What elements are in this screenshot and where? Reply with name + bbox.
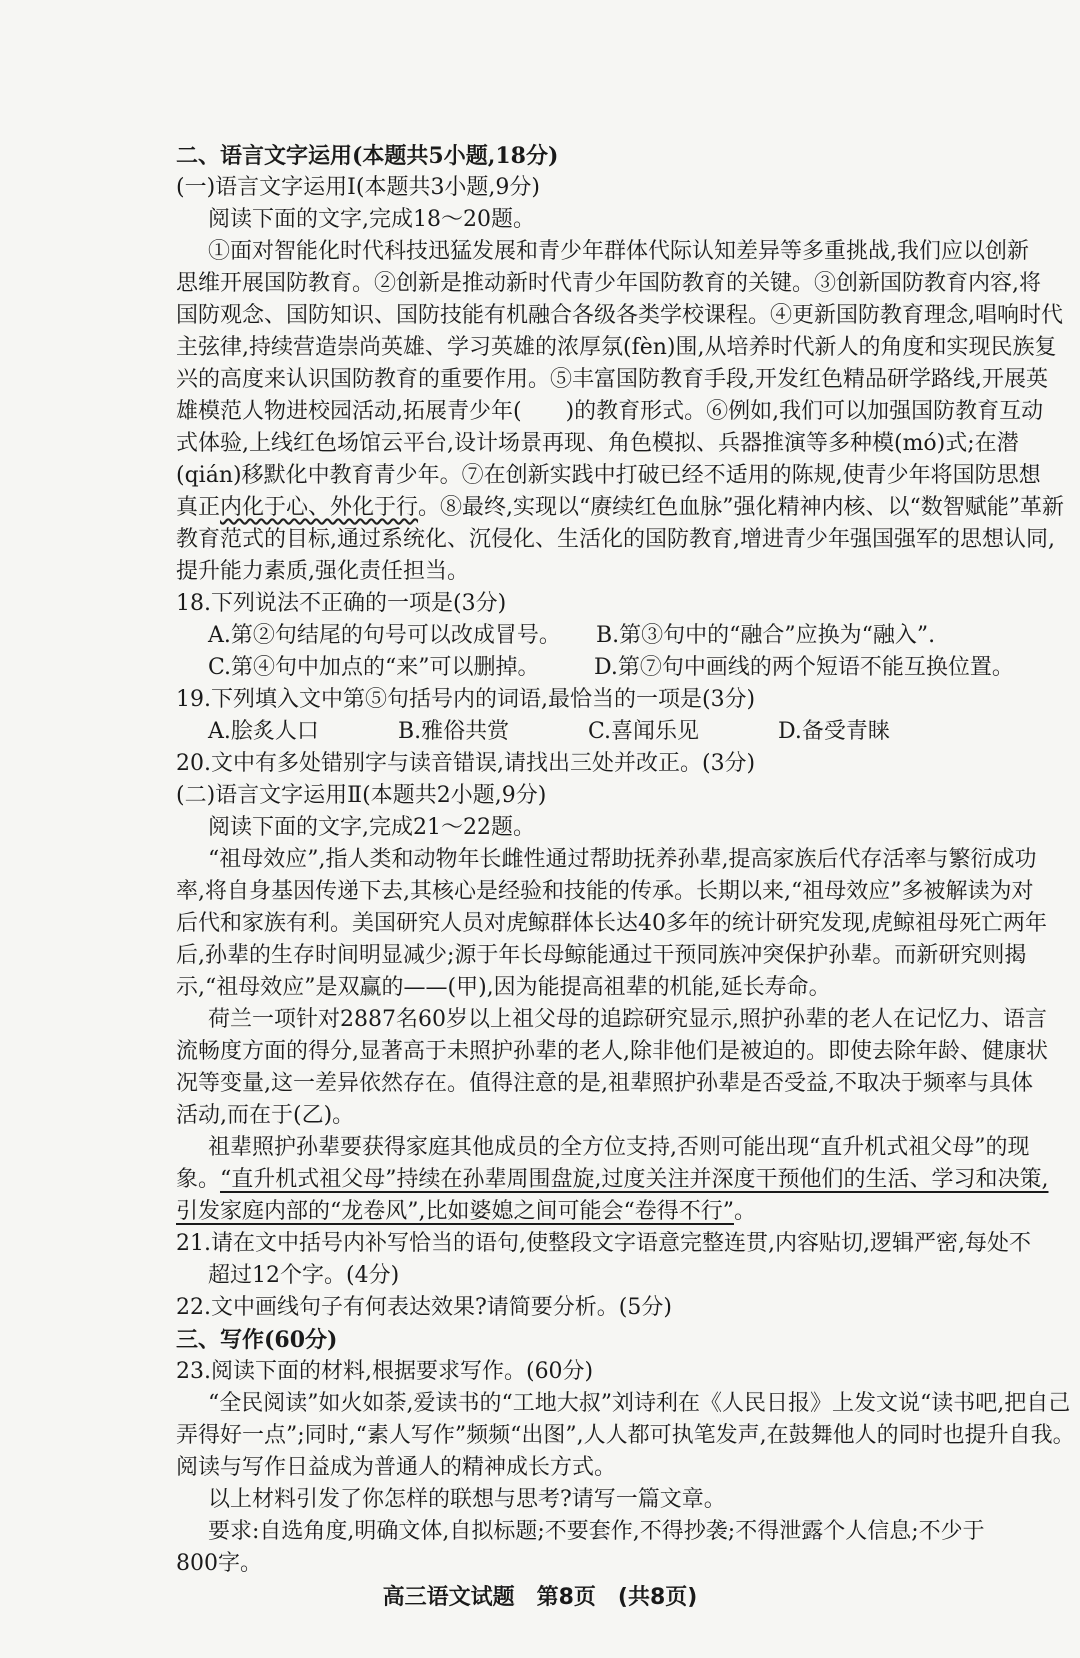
passage-line: (qián)移默化中教育青少年。⑦在创新实践中打破已经不适用的陈规,使青少年将国防思想 bbox=[176, 463, 1041, 488]
question-23: 23.阅读下面的材料,根据要求写作。(60分) bbox=[176, 1359, 594, 1384]
question-18-options-row2 bbox=[176, 652, 1014, 684]
passage-line: 后代和家族有利。美国研究人员对虎鲸群体长达40多年的统计研究发现,虎鲸祖母死亡两年 bbox=[176, 911, 1047, 936]
question-18-stem: 18.下列说法不正确的一项是(3分) bbox=[176, 591, 507, 616]
material-line: 阅读与写作日益成为普通人的精神成长方式。 bbox=[176, 1455, 617, 1480]
writing-material bbox=[176, 1388, 1075, 1484]
option-d: D.第⑦句中画线的两个短语不能互换位置。 bbox=[594, 655, 1014, 680]
underlined-sentence: 引发家庭内部的“龙卷风”,比如婆媳之间可能会“卷得不行” bbox=[176, 1199, 734, 1224]
passage-line: 兴的高度来认识国防教育的重要作用。⑤丰富国防教育手段,开发红色精品研学路线,开展英 bbox=[176, 367, 1048, 392]
writing-requirements-cont: 800字。 bbox=[176, 1551, 262, 1576]
passage-line: 荷兰一项针对2887名60岁以上祖父母的追踪研究显示,照护孙辈的老人在记忆力、语言 bbox=[208, 1007, 1047, 1032]
option-b: B.雅俗共赏 bbox=[398, 719, 510, 744]
question-21: 21.请在文中括号内补写恰当的语句,使整段文字语意完整连贯,内容贴切,逻辑严密,每处不 bbox=[176, 1231, 1031, 1256]
question-19-options bbox=[176, 716, 984, 748]
passage-line-underlined bbox=[176, 1196, 984, 1228]
wavy-underlined-phrase: 内化于心、外化于行 bbox=[220, 495, 419, 520]
underlined-sentence: “直升机式祖父母”持续在孙辈周围盘旋,过度关注并深度干预他们的生活、学习和决策, bbox=[220, 1167, 1049, 1192]
section2-heading: 二、语言文字运用(本题共5小题,18分) bbox=[176, 143, 559, 169]
passage-text: 。 bbox=[733, 1199, 756, 1224]
passage-line: 示,“祖母效应”是双赢的——(甲),因为能提高祖辈的机能,延长寿命。 bbox=[176, 975, 831, 1000]
passage-line: 主弦律,持续营造崇尚英雄、学习英雄的浓厚氛(fèn)围,从培养时代新人的角度和实现民族复 bbox=[176, 335, 1057, 360]
question-19-stem: 19.下列填入文中第⑤句括号内的词语,最恰当的一项是(3分) bbox=[176, 687, 756, 712]
passage-line: 国防观念、国防知识、国防技能有机融合各级各类学校课程。④更新国防教育理念,唱响时代 bbox=[176, 303, 1063, 328]
part2-instruction: 阅读下面的文字,完成21～22题。 bbox=[208, 815, 535, 840]
part1-passage bbox=[176, 236, 1065, 588]
passage-line: 雄模范人物进校园活动,拓展青少年( )的教育形式。⑥例如,我们可以加强国防教育互动 bbox=[176, 399, 1044, 424]
question-21-cont: 超过12个字。(4分) bbox=[208, 1263, 400, 1288]
passage-text: 象。 bbox=[176, 1167, 221, 1192]
passage-line: 式体验,上线红色场馆云平台,设计场景再现、角色模拟、兵器推演等多种模(mó)式;在潜 bbox=[176, 431, 1019, 456]
option-b: B.第③句中的“融合”应换为“融入”. bbox=[596, 623, 936, 648]
question-20: 20.文中有多处错别字与读音错误,请找出三处并改正。(3分) bbox=[176, 751, 756, 776]
writing-prompt: 以上材料引发了你怎样的联想与思考?请写一篇文章。 bbox=[208, 1487, 726, 1512]
option-d: D.备受青睐 bbox=[778, 719, 890, 744]
passage-line: 提升能力素质,强化责任担当。 bbox=[176, 559, 469, 584]
page-footer: 高三语文试题 第8页 (共8页) bbox=[382, 1585, 698, 1610]
passage-line: 活动,而在于(乙)。 bbox=[176, 1103, 355, 1128]
passage-line: “祖母效应”,指人类和动物年长雌性通过帮助抚养孙辈,提高家族后代存活率与繁衍成功 bbox=[208, 847, 1037, 872]
part2-passage bbox=[176, 844, 1049, 1228]
material-line: 弄得好一点”;同时,“素人写作”频频“出图”,人人都可执笔发声,在鼓舞他人的同时也提升自我。 bbox=[176, 1423, 1075, 1448]
writing-requirements: 要求:自选角度,明确文体,自拟标题;不要套作,不得抄袭;不得泄露个人信息;不少于 bbox=[208, 1519, 985, 1544]
passage-text: 真正 bbox=[176, 495, 221, 520]
passage-line: ①面对智能化时代科技迅猛发展和青少年群体代际认知差异等多重挑战,我们应以创新 bbox=[208, 239, 1029, 264]
passage-line: 教育范式的目标,通过系统化、沉侵化、生活化的国防教育,增进青少年强国强军的思想认同, bbox=[176, 527, 1055, 552]
option-c: C.第④句中加点的“来”可以删掉。 bbox=[208, 655, 540, 680]
material-line: “全民阅读”如火如荼,爱读书的“工地大叔”刘诗利在《人民日报》上发文说“读书吧,把自己 bbox=[208, 1391, 1071, 1416]
passage-line-wavy bbox=[176, 492, 1065, 524]
passage-line: 流畅度方面的得分,显著高于未照护孙辈的老人,除非他们是被迫的。即使去除年龄、健康状 bbox=[176, 1039, 1048, 1064]
passage-line: 况等变量,这一差异依然存在。值得注意的是,祖辈照护孙辈是否受益,不取决于频率与具体 bbox=[176, 1071, 1033, 1096]
passage-line: 思维开展国防教育。②创新是推动新时代青少年国防教育的关键。③创新国防教育内容,将 bbox=[176, 271, 1041, 296]
passage-line: 祖辈照护孙辈要获得家庭其他成员的全方位支持,否则可能出现“直升机式祖父母”的现 bbox=[208, 1135, 1030, 1160]
part2-heading: (二)语言文字运用Ⅱ(本题共2小题,9分) bbox=[176, 783, 547, 808]
passage-line: 率,将自身基因传递下去,其核心是经验和技能的传承。长期以来,“祖母效应”多被解读为对 bbox=[176, 879, 1034, 904]
passage-text: 。⑧最终,实现以“赓续红色血脉”强化精神内核、以“数智赋能”革新 bbox=[418, 495, 1065, 520]
section3-heading: 三、写作(60分) bbox=[176, 1327, 338, 1353]
option-a: A.脍炙人口 bbox=[208, 719, 319, 744]
part1-instruction: 阅读下面的文字,完成18～20题。 bbox=[208, 207, 535, 232]
passage-line: 后,孙辈的生存时间明显减少;源于年长母鲸能通过干预同族冲突保护孙辈。而新研究则揭 bbox=[176, 943, 1027, 968]
option-a: A.第②句结尾的句号可以改成冒号。 bbox=[208, 623, 561, 648]
question-22: 22.文中画线句子有何表达效果?请简要分析。(5分) bbox=[176, 1295, 672, 1320]
passage-line-underlined bbox=[176, 1164, 1049, 1196]
question-18-options-row1 bbox=[176, 620, 984, 652]
option-c: C.喜闻乐见 bbox=[588, 719, 700, 744]
part1-heading: (一)语言文字运用Ⅰ(本题共3小题,9分) bbox=[176, 175, 541, 200]
